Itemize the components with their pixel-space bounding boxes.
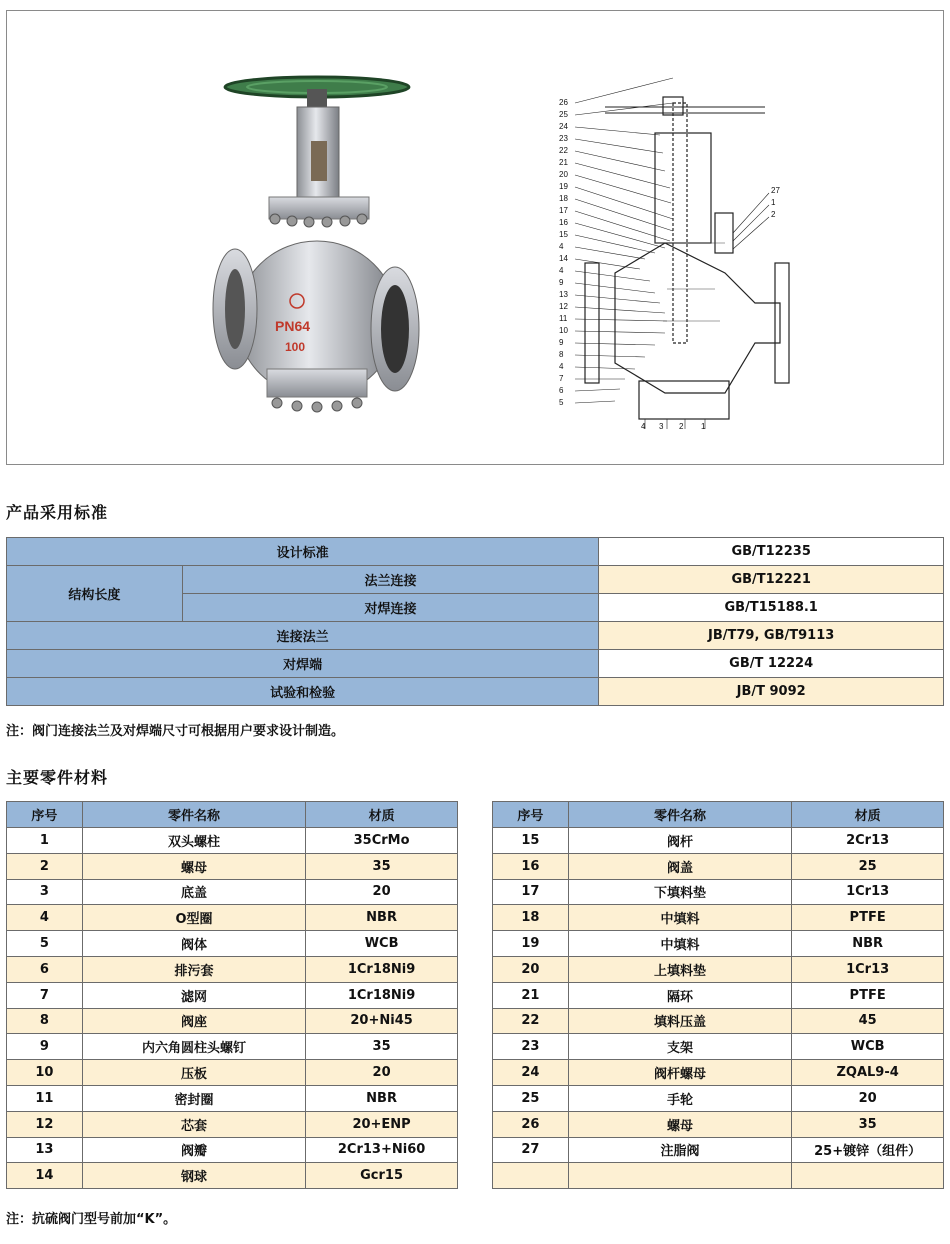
part-name-cell: 阀盖 [568, 853, 791, 879]
part-name-cell [568, 1163, 791, 1189]
part-no-cell: 22 [493, 1008, 569, 1034]
part-name-cell: 阀杆螺母 [568, 1060, 791, 1086]
svg-text:12: 12 [559, 302, 568, 311]
valve-photo [207, 69, 422, 419]
part-no-cell: 27 [493, 1137, 569, 1163]
part-name-cell: 芯套 [82, 1111, 305, 1137]
part-material-cell [792, 1163, 944, 1189]
flange-connection-value: GB/T12221 [599, 566, 944, 594]
part-name-cell: 中填料 [568, 905, 791, 931]
part-material-cell: 20+ENP [306, 1111, 458, 1137]
table-row [7, 828, 458, 854]
table-row [7, 678, 944, 706]
part-no-cell: 26 [493, 1111, 569, 1137]
part-name-cell: 底盖 [82, 879, 305, 905]
part-no-cell: 2 [7, 853, 83, 879]
svg-text:9: 9 [559, 338, 564, 347]
standards-heading: 产品采用标准 [6, 503, 109, 522]
weld-connection-value: GB/T15188.1 [599, 594, 944, 622]
part-no-cell [493, 1163, 569, 1189]
part-material-cell: PTFE [792, 905, 944, 931]
svg-text:4: 4 [559, 362, 564, 371]
table-row [493, 956, 944, 982]
test-inspection-label: 试验和检验 [7, 678, 599, 706]
right-callout-numbers [733, 186, 780, 249]
part-no-cell: 20 [493, 956, 569, 982]
part-no-cell: 7 [7, 982, 83, 1008]
part-name-cell: 排污套 [82, 956, 305, 982]
svg-text:9: 9 [559, 278, 564, 287]
part-material-cell: 45 [792, 1008, 944, 1034]
svg-text:11: 11 [559, 314, 568, 323]
svg-text:5: 5 [559, 398, 564, 407]
part-name-cell: 螺母 [568, 1111, 791, 1137]
svg-text:20: 20 [559, 170, 568, 179]
part-no-cell: 8 [7, 1008, 83, 1034]
part-no-cell: 21 [493, 982, 569, 1008]
flange-connection-label: 法兰连接 [182, 566, 599, 594]
part-name-cell: 压板 [82, 1060, 305, 1086]
part-name-cell: 中填料 [568, 931, 791, 957]
part-material-cell: 25+镀锌（组件） [792, 1137, 944, 1163]
table-row [493, 1163, 944, 1189]
table-row [7, 956, 458, 982]
part-name-cell: O型圈 [82, 905, 305, 931]
part-material-cell: 20 [306, 879, 458, 905]
part-material-cell: 2Cr13+Ni60 [306, 1137, 458, 1163]
col-header-material: 材质 [306, 802, 458, 828]
left-callout-numbers [559, 98, 568, 407]
table-row [493, 982, 944, 1008]
part-no-cell: 3 [7, 879, 83, 905]
svg-text:16: 16 [559, 218, 568, 227]
left-callout-lines [575, 78, 673, 403]
part-no-cell: 18 [493, 905, 569, 931]
part-name-cell: 填料压盖 [568, 1008, 791, 1034]
part-no-cell: 23 [493, 1034, 569, 1060]
table-row [7, 1008, 458, 1034]
svg-text:7: 7 [559, 374, 564, 383]
part-material-cell: 35 [306, 1034, 458, 1060]
photo-label-pn: PN64 [275, 318, 311, 334]
svg-text:2: 2 [679, 422, 684, 431]
table-row [7, 1137, 458, 1163]
table-row [493, 1137, 944, 1163]
parts-heading: 主要零件材料 [6, 768, 109, 787]
table-row [493, 828, 944, 854]
part-name-cell: 阀体 [82, 931, 305, 957]
part-name-cell: 手轮 [568, 1085, 791, 1111]
svg-text:4: 4 [641, 422, 646, 431]
part-no-cell: 11 [7, 1085, 83, 1111]
part-material-cell: 1Cr13 [792, 956, 944, 982]
part-name-cell: 隔环 [568, 982, 791, 1008]
part-material-cell: 20 [792, 1085, 944, 1111]
weld-end-value: GB/T 12224 [599, 650, 944, 678]
parts-table-right [492, 801, 944, 1189]
table-row [493, 1008, 944, 1034]
bottom-callout-numbers [641, 419, 706, 431]
part-no-cell: 1 [7, 828, 83, 854]
part-no-cell: 13 [7, 1137, 83, 1163]
part-name-cell: 阀座 [82, 1008, 305, 1034]
part-no-cell: 25 [493, 1085, 569, 1111]
table-row [7, 650, 944, 678]
svg-text:1: 1 [701, 422, 706, 431]
svg-text:21: 21 [559, 158, 568, 167]
design-standard-value: GB/T12235 [599, 538, 944, 566]
table-row [7, 538, 944, 566]
part-name-cell: 阀杆 [568, 828, 791, 854]
table-row [7, 905, 458, 931]
part-material-cell: NBR [792, 931, 944, 957]
part-no-cell: 4 [7, 905, 83, 931]
svg-text:1: 1 [771, 198, 776, 207]
part-material-cell: 25 [792, 853, 944, 879]
table-row [493, 1034, 944, 1060]
weld-connection-label: 对焊连接 [182, 594, 599, 622]
part-name-cell: 滤网 [82, 982, 305, 1008]
design-standard-label: 设计标准 [7, 538, 599, 566]
part-material-cell: 35CrMo [306, 828, 458, 854]
col-header-name: 零件名称 [568, 802, 791, 828]
part-no-cell: 14 [7, 1163, 83, 1189]
table-row [493, 879, 944, 905]
table-row [7, 1111, 458, 1137]
parts-note: 注：抗硫阀门型号前加“K”。 [6, 1212, 177, 1227]
table-row [7, 622, 944, 650]
struct-length-label: 结构长度 [7, 566, 183, 622]
part-material-cell: WCB [306, 931, 458, 957]
part-material-cell: NBR [306, 905, 458, 931]
svg-text:4: 4 [559, 266, 564, 275]
svg-text:22: 22 [559, 146, 568, 155]
svg-text:2: 2 [771, 210, 776, 219]
part-name-cell: 螺母 [82, 853, 305, 879]
part-name-cell: 上填料垫 [568, 956, 791, 982]
part-material-cell: PTFE [792, 982, 944, 1008]
svg-text:13: 13 [559, 290, 568, 299]
svg-text:14: 14 [559, 254, 568, 263]
part-no-cell: 5 [7, 931, 83, 957]
table-row [7, 1034, 458, 1060]
part-name-cell: 注脂阀 [568, 1137, 791, 1163]
table-row [493, 931, 944, 957]
standards-table [6, 537, 944, 706]
svg-text:15: 15 [559, 230, 568, 239]
table-row [493, 1060, 944, 1086]
part-no-cell: 17 [493, 879, 569, 905]
standards-note: 注：阀门连接法兰及对焊端尺寸可根据用户要求设计制造。 [6, 724, 345, 739]
part-material-cell: NBR [306, 1085, 458, 1111]
part-name-cell: 下填料垫 [568, 879, 791, 905]
part-name-cell: 密封圈 [82, 1085, 305, 1111]
table-row [7, 566, 944, 594]
col-header-material: 材质 [792, 802, 944, 828]
svg-text:17: 17 [559, 206, 568, 215]
part-no-cell: 16 [493, 853, 569, 879]
svg-text:23: 23 [559, 134, 568, 143]
part-no-cell: 10 [7, 1060, 83, 1086]
svg-text:6: 6 [559, 386, 564, 395]
part-no-cell: 19 [493, 931, 569, 957]
valve-section-drawing [555, 63, 805, 438]
part-name-cell: 钢球 [82, 1163, 305, 1189]
part-no-cell: 12 [7, 1111, 83, 1137]
table-row [493, 1085, 944, 1111]
part-material-cell: 1Cr18Ni9 [306, 982, 458, 1008]
table-row [7, 1163, 458, 1189]
part-no-cell: 24 [493, 1060, 569, 1086]
table-row [7, 853, 458, 879]
parts-table-left [6, 801, 458, 1189]
col-header-no: 序号 [7, 802, 83, 828]
svg-text:27: 27 [771, 186, 780, 195]
part-material-cell: WCB [792, 1034, 944, 1060]
table-row [493, 905, 944, 931]
part-no-cell: 6 [7, 956, 83, 982]
svg-text:24: 24 [559, 122, 568, 131]
svg-text:25: 25 [559, 110, 568, 119]
svg-text:8: 8 [559, 350, 564, 359]
photo-label-dn: 100 [285, 340, 306, 354]
part-material-cell: 20 [306, 1060, 458, 1086]
part-name-cell: 双头螺柱 [82, 828, 305, 854]
product-figure-panel [6, 10, 944, 465]
part-name-cell: 内六角圆柱头螺钉 [82, 1034, 305, 1060]
test-inspection-value: JB/T 9092 [599, 678, 944, 706]
table-row [7, 1060, 458, 1086]
part-material-cell: ZQAL9-4 [792, 1060, 944, 1086]
part-material-cell: 1Cr18Ni9 [306, 956, 458, 982]
table-row [7, 1085, 458, 1111]
svg-text:10: 10 [559, 326, 568, 335]
part-material-cell: 35 [792, 1111, 944, 1137]
table-row [7, 931, 458, 957]
svg-text:18: 18 [559, 194, 568, 203]
part-material-cell: 2Cr13 [792, 828, 944, 854]
table-row [493, 853, 944, 879]
part-material-cell: Gcr15 [306, 1163, 458, 1189]
connection-flange-value: JB/T79, GB/T9113 [599, 622, 944, 650]
part-material-cell: 35 [306, 853, 458, 879]
part-no-cell: 15 [493, 828, 569, 854]
part-no-cell: 9 [7, 1034, 83, 1060]
col-header-no: 序号 [493, 802, 569, 828]
svg-text:26: 26 [559, 98, 568, 107]
part-name-cell: 支架 [568, 1034, 791, 1060]
table-row [7, 879, 458, 905]
table-row [493, 1111, 944, 1137]
weld-end-label: 对焊端 [7, 650, 599, 678]
table-row [7, 982, 458, 1008]
svg-text:3: 3 [659, 422, 664, 431]
part-material-cell: 1Cr13 [792, 879, 944, 905]
svg-text:19: 19 [559, 182, 568, 191]
part-material-cell: 20+Ni45 [306, 1008, 458, 1034]
part-name-cell: 阀瓣 [82, 1137, 305, 1163]
svg-text:4: 4 [559, 242, 564, 251]
connection-flange-label: 连接法兰 [7, 622, 599, 650]
col-header-name: 零件名称 [82, 802, 305, 828]
